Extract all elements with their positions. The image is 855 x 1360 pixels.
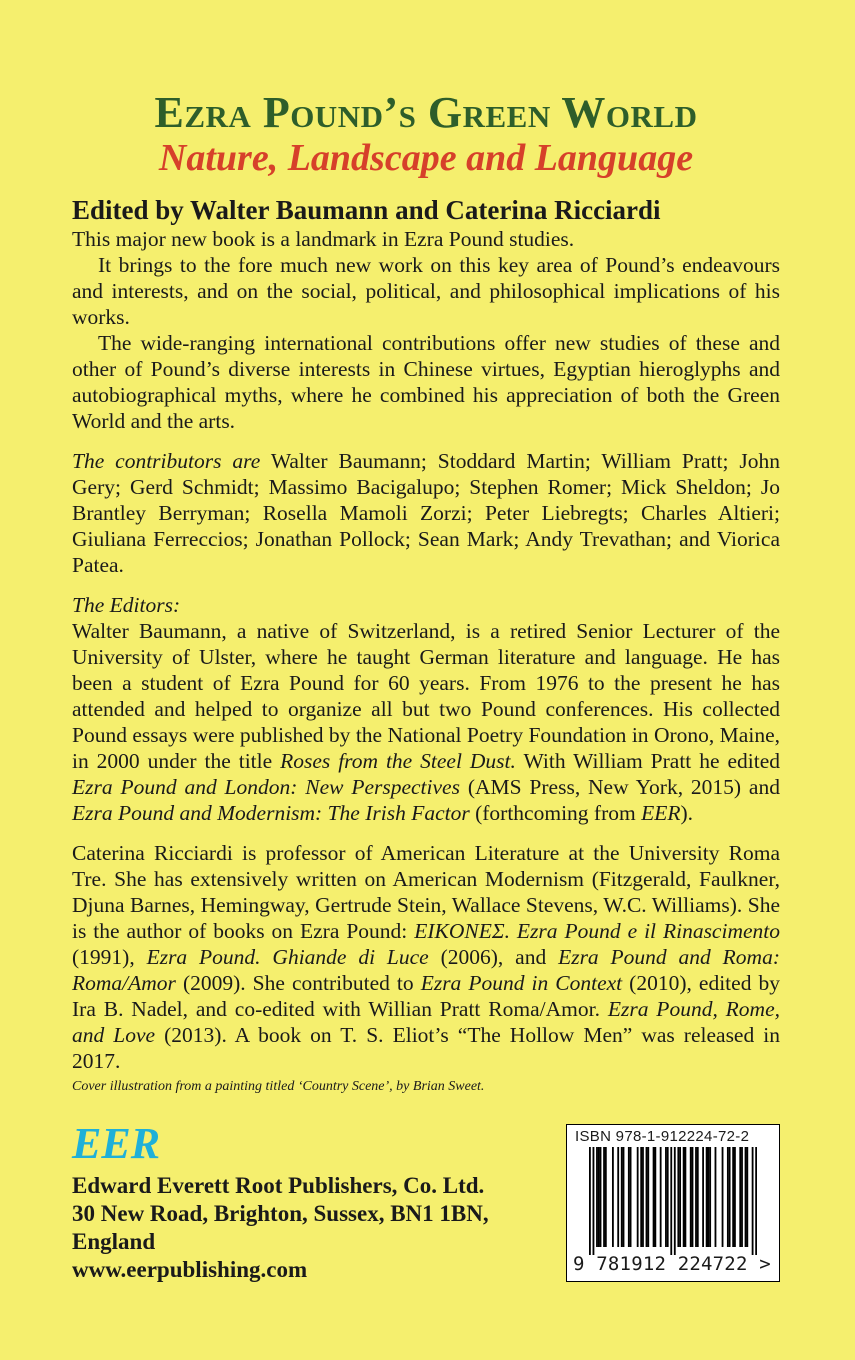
barcode-bar: [621, 1147, 623, 1247]
barcode-bar: [646, 1147, 648, 1247]
barcode-bars: [589, 1147, 757, 1255]
barcode-bar: [741, 1147, 743, 1247]
cover-illustration-caption: Cover illustration from a painting titled ‘Country Scene’, by Brian Sweet.: [72, 1079, 485, 1095]
barcode-bar: [752, 1147, 754, 1255]
barcode-bar: [739, 1147, 741, 1247]
publisher-logo: EER: [72, 1119, 161, 1168]
barcode-bar: [623, 1147, 625, 1247]
isbn-barcode: [566, 1124, 780, 1282]
barcode-bar: [722, 1147, 724, 1247]
barcode-bar: [647, 1147, 649, 1247]
back-cover-content: [72, 90, 780, 1100]
barcode-bar: [707, 1147, 709, 1247]
ricciardi-bio: Caterina Ricciardi is professor of American Literature at the University Roma Tre. She has extensively written on American Modernism (Fitzgerald, Faulkner, Djuna Barnes, Hemingway, Gertrude Stein, Wallace Stevens, W.C. Williams). She is the author of books on Ezra Pound: EIKONEΣ. Ezra Pound e il Rinascimento (1991), Ezra Pound. Ghiande di Luce (2006), and Ezra Pound and Roma: Roma/Amor (2009). She contributed to Ezra Pound in Context (2010), edited by Ira B. Nadel, and co-edited with Willian Pratt Roma/Amor. Ezra Pound, Rome, and Love (2013). A book on T. S. Eliot’s “The Hollow Men” was released in 2017.: [72, 841, 781, 1074]
editors-line: Edited by Walter Baumann and Caterina Ricciardi: [72, 194, 661, 225]
baumann-bio: Walter Baumann, a native of Switzerland, is a retired Senior Lecturer of the University of Ulster, where he taught German literature and language. He has been a student of Ezra Pound for 60 years. From 1976 to the present he has attended and helped to organize all but two Pound conferences. His collected Pound essays were published by the National Poetry Foundation in Orono, Maine, in 2000 under the title Roses from the Steel Dust. With William Pratt he edited Ezra Pound and London: New Perspectives (AMS Press, New York, 2015) and Ezra Pound and Modernism: The Irish Factor (forthcoming from EER).: [72, 619, 780, 826]
barcode-bar: [653, 1147, 655, 1247]
barcode-bar: [679, 1147, 681, 1247]
barcode-bar: [603, 1147, 605, 1247]
barcode-bar: [667, 1147, 669, 1247]
barcode-digits: 9 781912 224722 >: [573, 1253, 771, 1275]
barcode-bar: [709, 1147, 711, 1247]
barcode-bar: [732, 1147, 734, 1247]
barcode-bar: [695, 1147, 697, 1247]
barcode-bar: [715, 1147, 717, 1247]
book-title: Ezra Pound’s Green World: [154, 88, 698, 137]
blurb-body: [72, 226, 780, 1100]
barcode-bar: [630, 1147, 632, 1247]
isbn-label: ISBN 978-1-912224-72-2: [575, 1128, 750, 1145]
publisher-name: Edward Everett Root Publishers, Co. Ltd.: [72, 1173, 485, 1198]
barcode-bar: [692, 1147, 694, 1247]
barcode-bar: [745, 1147, 747, 1247]
barcode-bar: [660, 1147, 662, 1247]
barcode-bar: [596, 1147, 598, 1247]
barcode-bar: [628, 1147, 630, 1247]
barcode-bar: [600, 1147, 602, 1247]
barcode-bar: [665, 1147, 667, 1247]
barcode-bar: [617, 1147, 619, 1247]
barcode-bar: [605, 1147, 607, 1247]
barcode-bar: [670, 1147, 672, 1255]
barcode-bar: [729, 1147, 731, 1247]
publisher-website[interactable]: www.eerpublishing.com: [72, 1257, 308, 1282]
editors-heading: The Editors:: [72, 593, 181, 618]
barcode-bar: [702, 1147, 704, 1247]
intro-paragraph-3: The wide-ranging international contributions offer new studies of these and other of Pound’s diverse interests in Chinese virtues, Egyptian hieroglyphs and autobiographical myths, where he combined his appreciation of both the Green World and the arts.: [72, 331, 780, 434]
contributors-paragraph: [72, 448, 780, 578]
contributors-names: Walter Baumann; Stoddard Martin; William Pratt; John Gery; Gerd Schmidt; Massimo Bacigalupo; Stephen Romer; Mick Sheldon; Jo Brantley Berryman; Rosella Mamoli Zorzi; Peter Liebregts; Charles Altieri; Giuliana Ferreccios; Jonathan Pollock; Sean Mark; Andy Trevathan; and Viorica Patea.: [72, 449, 780, 578]
barcode-bar: [654, 1147, 656, 1247]
barcode-bar: [637, 1147, 639, 1247]
barcode-bar: [734, 1147, 736, 1247]
publisher-block: [72, 1172, 489, 1284]
barcode-bar: [674, 1147, 676, 1255]
publisher-address-line-1: 30 New Road, Brighton, Sussex, BN1 1BN,: [72, 1201, 489, 1226]
barcode-bar: [677, 1147, 679, 1247]
barcode-bar: [640, 1147, 642, 1247]
barcode-bar: [612, 1147, 614, 1247]
intro-paragraph-2: It brings to the fore much new work on this key area of Pound’s endeavours and interests, and on the social, political, and philosophical implications of his works.: [72, 253, 780, 330]
barcode-bar: [706, 1147, 708, 1247]
intro-paragraph-1: This major new book is a landmark in Ezra Pound studies.: [72, 227, 575, 252]
barcode-bar: [727, 1147, 729, 1247]
barcode-bar: [746, 1147, 748, 1247]
barcode-bar: [642, 1147, 644, 1247]
publisher-address-line-2: England: [72, 1229, 156, 1254]
contributors-lead: The contributors are: [72, 449, 261, 474]
book-subtitle: Nature, Landscape and Language: [158, 137, 694, 180]
barcode-bar: [683, 1147, 685, 1247]
barcode-bar: [598, 1147, 600, 1247]
barcode-bar: [593, 1147, 595, 1255]
barcode-bar: [589, 1147, 591, 1255]
barcode-bar: [697, 1147, 699, 1247]
barcode-bar: [690, 1147, 692, 1247]
barcode-bar: [684, 1147, 686, 1247]
barcode-bar: [755, 1147, 757, 1255]
